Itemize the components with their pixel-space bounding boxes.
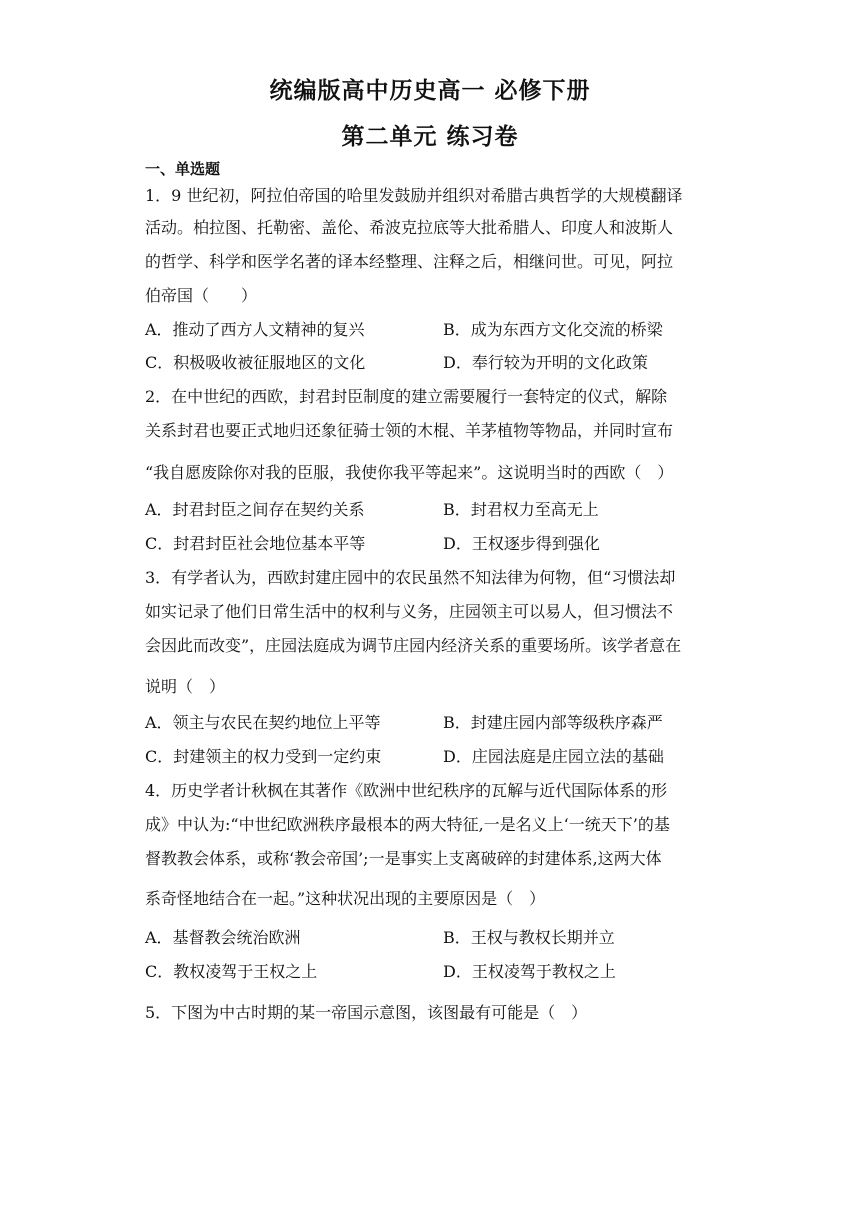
question-1-line-4: 伯帝国（ ） <box>145 286 258 305</box>
question-2-option-c[interactable]: C．封君封臣社会地位基本平等 <box>145 534 366 553</box>
question-1-option-c[interactable]: C．积极吸收被征服地区的文化 <box>145 353 366 372</box>
question-4-option-d[interactable]: D．王权凌驾于教权之上 <box>443 962 616 981</box>
question-1-line-2: 活动。柏拉图、托勒密、盖伦、希波克拉底等大批希腊人、印度人和波斯人 <box>145 218 674 237</box>
question-1-line-1: 1．9 世纪初，阿拉伯帝国的哈里发鼓励并组织对希腊古典哲学的大规模翻译 <box>145 186 683 205</box>
section-heading: 一、单选题 <box>145 160 221 178</box>
question-2-line-2: 关系封君也要正式地归还象征骑士领的木棍、羊茅植物等物品，并同时宣布 <box>145 421 674 440</box>
question-3-option-a[interactable]: A．领主与农民在契约地位上平等 <box>145 713 381 732</box>
question-4-line-2: 成》中认为:“中世纪欧洲秩序最根本的两大特征,一是名义上‘一统天下’的基 <box>145 815 670 834</box>
question-3-line-2: 如实记录了他们日常生活中的权利与义务，庄园领主可以易人，但习惯法不 <box>145 602 674 621</box>
question-5-line-1: 5．下图为中古时期的某一帝国示意图，该图最有可能是（ ） <box>145 1003 588 1022</box>
question-3-line-4: 说明（ ） <box>145 677 226 696</box>
question-4-option-c[interactable]: C．教权凌驾于王权之上 <box>145 962 318 981</box>
question-1-line-3: 的哲学、科学和医学名著的译本经整理、注释之后，相继问世。可见，阿拉 <box>145 252 674 271</box>
question-4-option-b[interactable]: B．王权与教权长期并立 <box>443 928 615 947</box>
question-2-option-d[interactable]: D．王权逐步得到强化 <box>443 534 600 553</box>
question-1-option-b[interactable]: B．成为东西方文化交流的桥梁 <box>443 320 663 339</box>
question-2-line-1: 2．在中世纪的西欧，封君封臣制度的建立需要履行一套特定的仪式，解除 <box>145 387 668 406</box>
question-4-option-a[interactable]: A．基督教会统治欧洲 <box>145 928 301 947</box>
question-3-line-3: 会因此而改变”，庄园法庭成为调节庄园内经济关系的重要场所。该学者意在 <box>145 636 682 655</box>
question-1-option-d[interactable]: D．奉行较为开明的文化政策 <box>443 353 648 372</box>
question-4-line-4: 系奇怪地结合在一起。”这种状况出现的主要原因是（ ） <box>145 889 546 908</box>
question-2-option-b[interactable]: B．封君权力至高无上 <box>443 500 599 519</box>
question-4-line-1: 4．历史学者计秋枫在其著作《欧洲中世纪秩序的瓦解与近代国际体系的形 <box>145 781 668 800</box>
question-1-option-a[interactable]: A．推动了西方人文精神的复兴 <box>145 320 365 339</box>
question-3-option-d[interactable]: D．庄园法庭是庄园立法的基础 <box>443 747 664 766</box>
page-title: 统编版高中历史高一 必修下册 <box>269 78 591 104</box>
question-3-line-1: 3．有学者认为，西欧封建庄园中的农民虽然不知法律为何物，但“习惯法却 <box>145 568 676 587</box>
question-3-option-b[interactable]: B．封建庄园内部等级秩序森严 <box>443 713 663 732</box>
question-3-option-c[interactable]: C．封建领主的权力受到一定约束 <box>145 747 382 766</box>
question-4-line-3: 督教教会体系，或称‘教会帝国’;一是事实上支离破碎的封建体系,这两大体 <box>145 849 662 868</box>
question-2-option-a[interactable]: A．封君封臣之间存在契约关系 <box>145 500 365 519</box>
question-2-line-3: “我自愿废除你对我的臣服，我使你我平等起来”。这说明当时的西欧（ ） <box>145 463 674 482</box>
page-subtitle: 第二单元 练习卷 <box>341 124 519 150</box>
